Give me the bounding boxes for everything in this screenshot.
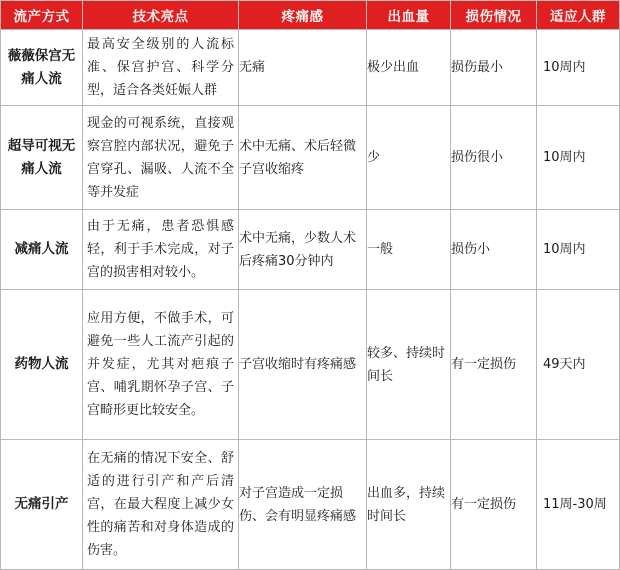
table-row bbox=[1, 290, 620, 440]
method-name: 药物人流 bbox=[1, 290, 83, 440]
period-cell: 11周-30周 bbox=[537, 440, 620, 570]
bleeding-cell: 较多、持续时间长 bbox=[367, 290, 451, 440]
table-header bbox=[1, 1, 620, 30]
method-name: 超导可视无痛人流 bbox=[1, 106, 83, 210]
header-pain: 疼痛感 bbox=[239, 1, 367, 30]
damage-cell: 损伤很小 bbox=[451, 106, 537, 210]
table-row bbox=[1, 210, 620, 290]
feature-cell: 由于无痛，患者恐惧感轻，利于手术完成，对子宫的损害相对较小。 bbox=[83, 210, 239, 290]
bleeding-cell: 一般 bbox=[367, 210, 451, 290]
header-feature: 技术亮点 bbox=[83, 1, 239, 30]
bleeding-cell: 少 bbox=[367, 106, 451, 210]
table-row bbox=[1, 30, 620, 106]
feature-cell: 现金的可视系统，直接观察宫腔内部状况，避免子宫穿孔、漏吸、人流不全等并发症 bbox=[83, 106, 239, 210]
method-name: 无痛引产 bbox=[1, 440, 83, 570]
feature-cell: 应用方便，不做手术，可避免一些人工流产引起的并发症，尤其对疤痕子宫、哺乳期怀孕子宫、子宫畸形更比较安全。 bbox=[83, 290, 239, 440]
header-bleeding: 出血量 bbox=[367, 1, 451, 30]
header-damage: 损伤情况 bbox=[451, 1, 537, 30]
period-cell: 10周内 bbox=[537, 30, 620, 106]
header-period: 适应人群 bbox=[537, 1, 620, 30]
header-method: 流产方式 bbox=[1, 1, 83, 30]
method-name: 薇薇保宫无痛人流 bbox=[1, 30, 83, 106]
feature-cell: 最高安全级别的人流标准、保宫护宫、科学分型，适合各类妊娠人群 bbox=[83, 30, 239, 106]
pain-cell: 术中无痛，少数人术后疼痛30分钟内 bbox=[239, 210, 367, 290]
period-cell: 10周内 bbox=[537, 106, 620, 210]
bleeding-cell: 极少出血 bbox=[367, 30, 451, 106]
pain-cell: 子宫收缩时有疼痛感 bbox=[239, 290, 367, 440]
pain-cell: 对子宫造成一定损伤、会有明显疼痛感 bbox=[239, 440, 367, 570]
pain-cell: 无痛 bbox=[239, 30, 367, 106]
damage-cell: 损伤最小 bbox=[451, 30, 537, 106]
feature-cell: 在无痛的情况下安全、舒适的进行引产和产后清宫，在最大程度上减少女性的痛苦和对身体造成的伤害。 bbox=[83, 440, 239, 570]
damage-cell: 有一定损伤 bbox=[451, 440, 537, 570]
table-row bbox=[1, 440, 620, 570]
table-body bbox=[1, 30, 620, 570]
method-name: 减痛人流 bbox=[1, 210, 83, 290]
damage-cell: 损伤小 bbox=[451, 210, 537, 290]
bleeding-cell: 出血多，持续时间长 bbox=[367, 440, 451, 570]
header-row bbox=[1, 1, 620, 30]
period-cell: 10周内 bbox=[537, 210, 620, 290]
damage-cell: 有一定损伤 bbox=[451, 290, 537, 440]
period-cell: 49天内 bbox=[537, 290, 620, 440]
table-row bbox=[1, 106, 620, 210]
pain-cell: 术中无痛、术后轻微子宫收缩疼 bbox=[239, 106, 367, 210]
